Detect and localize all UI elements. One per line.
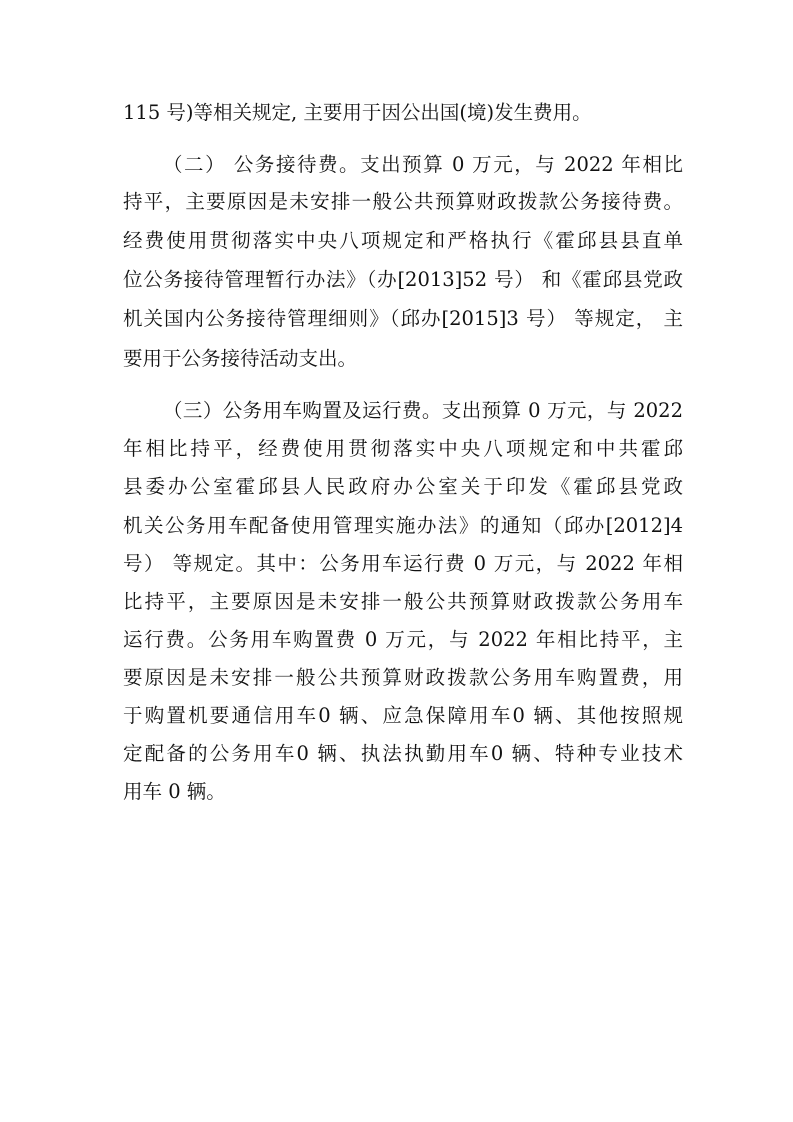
text-line: 运行费。公务用车购置费 0 万元，与 2022 年相比持平，主 bbox=[123, 628, 683, 651]
text-line: 要原因是未安排一般公共预算财政拨款公务用车购置费，用 bbox=[123, 666, 683, 689]
text-line: 县委办公室霍邱县人民政府办公室关于印发《霍邱县党政 bbox=[123, 475, 683, 498]
text-line: 持平，主要原因是未安排一般公共预算财政拨款公务接待费。 bbox=[123, 190, 683, 213]
text-line: 定配备的公务用车0 辆、执法执勤用车0 辆、特种专业技术 bbox=[123, 742, 683, 765]
text-line: 用车 0 辆。 bbox=[123, 780, 226, 803]
text-line: 比持平，主要原因是未安排一般公共预算财政拨款公务用车 bbox=[123, 590, 683, 613]
text-line: 115 号)等相关规定, 主要用于因公出国(境)发生费用。 bbox=[123, 101, 592, 124]
text-line: 于购置机要通信用车0 辆、应急保障用车0 辆、其他按照规 bbox=[123, 704, 683, 727]
text-line: 机关公务用车配备使用管理实施办法》的通知（邱办[2012]4 bbox=[123, 514, 683, 537]
text-line: 机关国内公务接待管理细则》（邱办[2015]3 号） 等规定， 主 bbox=[123, 307, 683, 330]
text-line: （三）公务用车购置及运行费。支出预算 0 万元，与 2022 bbox=[163, 399, 683, 422]
text-line: 要用于公务接待活动支出。 bbox=[123, 347, 358, 370]
text-line: （二） 公务接待费。支出预算 0 万元，与 2022 年相比 bbox=[163, 153, 683, 176]
text-line: 经费使用贯彻落实中央八项规定和严格执行《霍邱县县直单 bbox=[123, 229, 683, 252]
text-line: 位公务接待管理暂行办法》（办[2013]52 号） 和《霍邱县党政 bbox=[123, 268, 683, 291]
text-line: 号） 等规定。其中：公务用车运行费 0 万元，与 2022 年相 bbox=[123, 552, 683, 575]
text-line: 年相比持平，经费使用贯彻落实中央八项规定和中共霍邱 bbox=[123, 437, 683, 460]
